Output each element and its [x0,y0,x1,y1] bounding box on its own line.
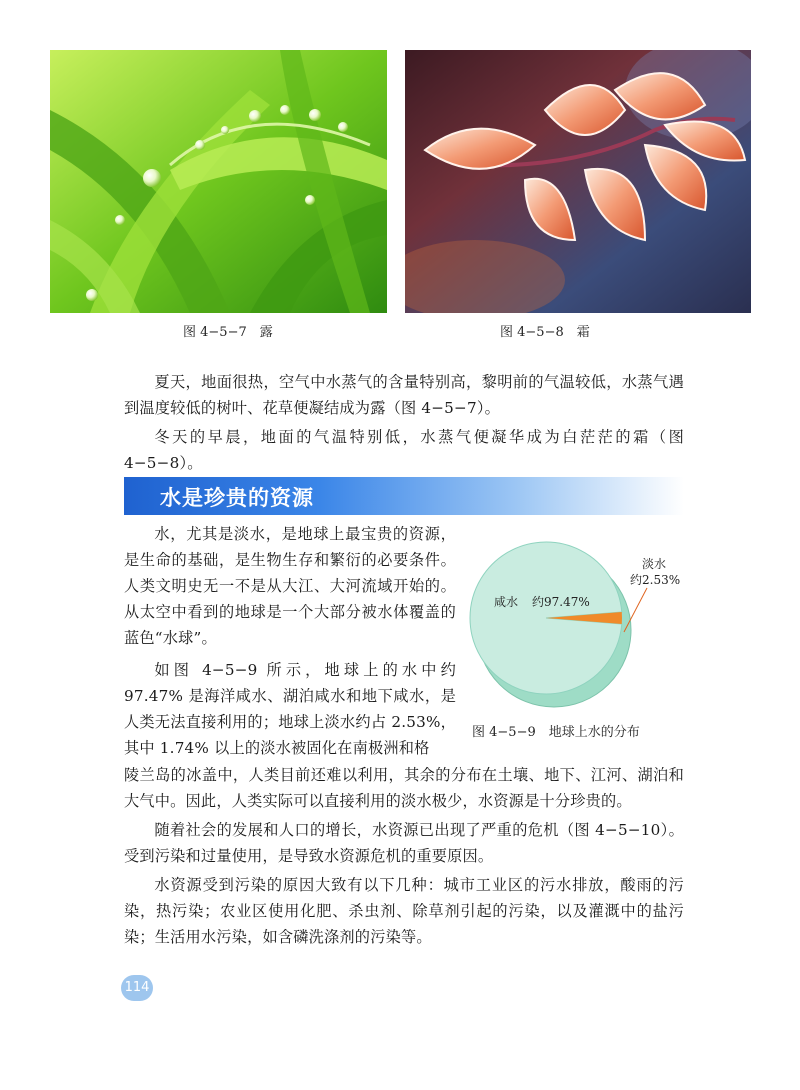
water-distribution-pie-chart [462,540,692,710]
photo-frost-on-leaves [405,50,751,313]
photo-dew-on-grass [50,50,387,313]
frost-image [405,50,751,313]
paragraph-frost: 冬天的早晨，地面的气温特别低，水蒸气便凝华成为白茫茫的霜（图 4−5−8）。 [124,428,684,472]
section-title: 水是珍贵的资源 [160,486,314,510]
paragraph-dew: 夏天，地面很热，空气中水蒸气的含量特别高，黎明前的气温较低，水蒸气遇到温度较低的树叶、花草便凝结成为露（图 4−5−7）。 [124,373,684,417]
figure-caption-frost: 图 4−5−8 霜 [500,325,590,340]
figure-caption-water-distribution: 图 4−5−9 地球上水的分布 [472,725,640,740]
paragraph-water-distribution: 如图 4−5−9 所示，地球上的水中约 97.47% 是海洋咸水、湖泊咸水和地下咸水，是人类无法直接利用的；地球上淡水约占 2.53%，其中 1.74% 以上的淡水被固化在南极洲和格 [124,661,456,757]
figure-caption-dew: 图 4−5−7 露 [183,325,273,340]
paragraph-water-distribution-continued: 陵兰岛的冰盖中，人类目前还难以利用，其余的分布在土壤、地下、江河、湖泊和大气中。因此，人类实际可以直接利用的淡水极少，水资源是十分珍贵的。 [124,766,684,810]
label-freshwater-name: 淡水 [642,557,667,571]
paragraph-pollution-causes: 水资源受到污染的原因大致有以下几种：城市工业区的污水排放，酸雨的污染，热污染；农业区使用化肥、杀虫剂、除草剂引起的污染，以及灌溉中的盐污染；生活用水污染，如含磷洗涤剂的污染等。 [124,876,684,946]
paragraph-water-precious: 水，尤其是淡水，是地球上最宝贵的资源，是生命的基础，是生物生存和繁衍的必要条件。人类文明史无一不是从大江、大河流域开始的。从太空中看到的地球是一个大部分被水体覆盖的蓝色“水球”。 [124,525,456,647]
label-freshwater-value: 约2.53% [630,573,681,587]
label-saltwater-value: 约97.47% [532,595,590,609]
section-heading-bar [124,477,684,515]
paragraph-water-crisis: 随着社会的发展和人口的增长，水资源已出现了严重的危机（图 4−5−10）。受到污染和过量使用，是导致水资源危机的重要原因。 [124,821,684,865]
label-saltwater-name: 咸水 [494,595,519,609]
dew-image [50,50,387,313]
page-number-badge: 114 [121,975,153,1001]
